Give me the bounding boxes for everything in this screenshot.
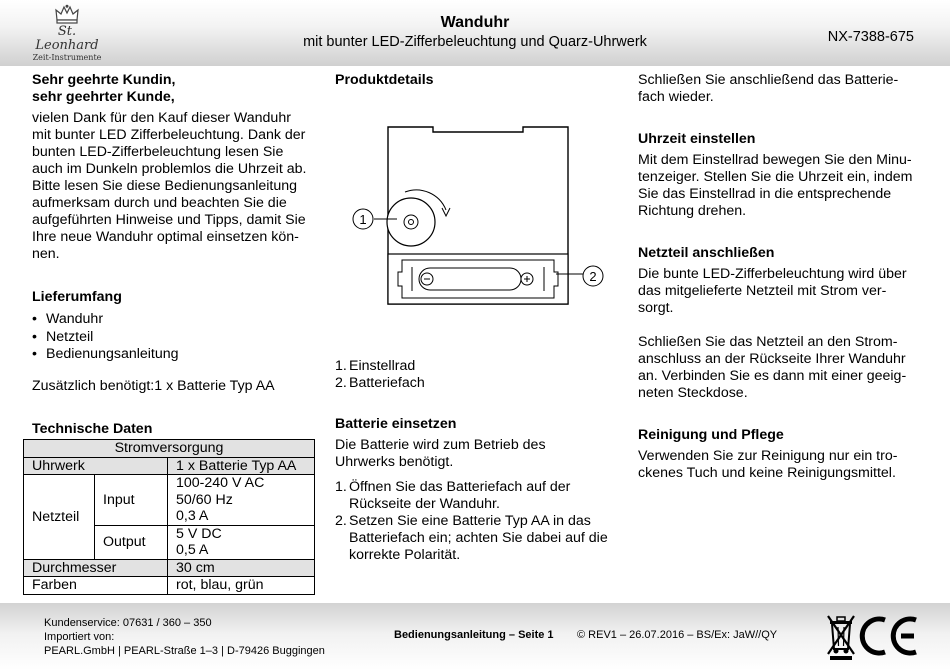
battery-intro-line: Uhrwerks benötigt. bbox=[335, 454, 454, 470]
column-middle-lower bbox=[335, 358, 620, 564]
intro-line: Ihre neue Wanduhr optimal einsetzen kön- bbox=[32, 229, 299, 245]
battery-intro bbox=[335, 437, 620, 471]
ce-mark-icon bbox=[857, 615, 921, 657]
legend-number: 2. bbox=[335, 375, 347, 391]
scope-list bbox=[32, 311, 317, 364]
battery-steps bbox=[335, 479, 620, 564]
close-line: fach wieder. bbox=[638, 89, 714, 105]
time-line: tenzeiger. Stellen Sie die Uhrzeit ein, indem bbox=[638, 169, 913, 185]
table-header: Stromversorgung bbox=[24, 440, 315, 458]
tech-heading: Technische Daten bbox=[32, 420, 153, 437]
care-paragraph bbox=[638, 448, 928, 482]
care-line: Verwenden Sie zur Reinigung nur ein tro- bbox=[638, 448, 898, 464]
imported-by: Importiert von: bbox=[44, 631, 115, 643]
details-heading: Produktdetails bbox=[335, 72, 434, 88]
psu-heading: Netzteil anschließen bbox=[638, 245, 775, 261]
battery-intro-line: Die Batterie wird zum Betrieb des bbox=[335, 437, 546, 453]
intro-paragraph bbox=[32, 110, 317, 263]
wheel-axle bbox=[409, 220, 414, 225]
psu-paragraph-2 bbox=[638, 334, 928, 402]
time-line: Mit dem Einstellrad bewegen Sie den Minu- bbox=[638, 152, 912, 168]
table-cell: rot, blau, grün bbox=[168, 577, 315, 595]
legend-label: Batteriefach bbox=[349, 375, 425, 391]
table-cell: Durchmesser bbox=[24, 559, 168, 577]
table-cell: 1 x Batterie Typ AA bbox=[168, 457, 315, 475]
list-item bbox=[335, 513, 620, 564]
time-heading: Uhrzeit einstellen bbox=[638, 131, 756, 147]
list-item: • Bedienungsanleitung bbox=[32, 346, 317, 364]
intro-line: nen. bbox=[32, 246, 60, 262]
psu-line: das mitgelieferte Netzteil mit Strom ver- bbox=[638, 283, 887, 299]
step-line: Öffnen Sie das Batteriefach auf der bbox=[349, 479, 571, 495]
diagram-legend bbox=[335, 358, 620, 392]
list-item bbox=[335, 479, 620, 513]
input-value: 100-240 V AC bbox=[176, 475, 265, 491]
table-cell bbox=[168, 525, 315, 559]
list-item bbox=[335, 375, 620, 392]
scope-heading: Lieferumfang bbox=[32, 289, 122, 305]
table-cell: Uhrwerk bbox=[24, 457, 168, 475]
table-row bbox=[24, 577, 315, 595]
page-footer bbox=[0, 603, 950, 670]
intro-line: aufgeführten Hinweise und Tipps, damit Sie bbox=[32, 212, 306, 228]
table-row bbox=[24, 457, 315, 475]
step-line: Batteriefach ein; achten Sie dabei auf die bbox=[349, 530, 608, 546]
list-item bbox=[335, 358, 620, 375]
psu-line: anschluss an der Rückseite Ihrer Wanduhr bbox=[638, 351, 906, 367]
greeting-line-1: Sehr geehrte Kundin, bbox=[32, 72, 176, 88]
callout-1-label: 1 bbox=[359, 212, 367, 227]
brand-subline: Zeit-Instrumente bbox=[32, 53, 102, 62]
tech-specs-table bbox=[23, 439, 315, 595]
revision-info: © REV1 – 26.07.2016 – BS/Ex: JaW//QY bbox=[577, 629, 778, 641]
footer-contact bbox=[44, 616, 325, 658]
step-number: 2. bbox=[335, 513, 347, 529]
psu-line: Die bunte LED-Zifferbeleuchtung wird über bbox=[638, 266, 907, 282]
list-item: • Wanduhr bbox=[32, 311, 317, 329]
crossed-bin-icon bbox=[826, 611, 856, 661]
intro-line: mit bunter LED Zifferbeleuchtung. Dank der bbox=[32, 127, 306, 143]
clock-movement-diagram bbox=[345, 122, 610, 312]
battery bbox=[419, 268, 521, 290]
table-cell: Output bbox=[95, 525, 168, 559]
table-row bbox=[24, 440, 315, 458]
table-cell: Farben bbox=[24, 577, 168, 595]
intro-line: aufmerksam durch und beachten Sie die bbox=[32, 195, 287, 211]
intro-line: bunten LED-Zifferbeleuchtung lesen Sie bbox=[32, 144, 284, 160]
step-line: korrekte Polarität. bbox=[349, 547, 461, 563]
column-left bbox=[32, 72, 317, 438]
close-line: Schließen Sie anschließend das Batterie- bbox=[638, 72, 899, 88]
column-middle bbox=[335, 72, 620, 89]
battery-heading: Batterie einsetzen bbox=[335, 416, 457, 432]
brand-name: St. Leonhard bbox=[35, 24, 99, 53]
time-line: Richtung drehen. bbox=[638, 203, 747, 219]
output-value: 5 V DC bbox=[176, 525, 222, 542]
table-cell: Input bbox=[95, 475, 168, 526]
psu-line: sorgt. bbox=[638, 300, 674, 316]
callout-2-label: 2 bbox=[589, 269, 597, 284]
additional-requirement: Zusätzlich benötigt:1 x Batterie Typ AA bbox=[32, 377, 275, 394]
column-right bbox=[638, 72, 928, 482]
list-item: • Netzteil bbox=[32, 329, 317, 347]
care-line: ckenes Tuch und keine Reinigungsmittel. bbox=[638, 465, 896, 481]
step-line: Rückseite der Wanduhr. bbox=[349, 496, 500, 512]
psu-line: an. Verbinden Sie es dann mit einer geeig- bbox=[638, 368, 907, 384]
input-value: 50/60 Hz bbox=[176, 491, 233, 508]
output-value: 0,5 A bbox=[176, 542, 209, 558]
table-cell bbox=[168, 475, 315, 526]
table-cell: Netzteil bbox=[24, 475, 95, 560]
legend-label: Einstellrad bbox=[349, 358, 416, 374]
intro-line: auch im Dunkeln problemlos die Uhrzeit ab. bbox=[32, 161, 307, 177]
table-row bbox=[24, 559, 315, 577]
intro-line: vielen Dank für den Kauf dieser Wanduhr bbox=[32, 110, 291, 126]
table-cell: 30 cm bbox=[168, 559, 315, 577]
page-header bbox=[0, 0, 950, 66]
time-line: Sie das Einstellrad in die entsprechende bbox=[638, 186, 892, 202]
customer-service: Kundenservice: 07631 / 360 – 350 bbox=[44, 617, 212, 629]
page-title: Wanduhr bbox=[440, 14, 510, 31]
table-row bbox=[24, 475, 315, 526]
input-value: 0,3 A bbox=[176, 508, 209, 524]
psu-paragraph-1 bbox=[638, 266, 928, 317]
legend-number: 1. bbox=[335, 358, 347, 374]
care-heading: Reinigung und Pflege bbox=[638, 427, 784, 443]
article-number: NX-7388-675 bbox=[827, 29, 914, 45]
psu-line: neten Steckdose. bbox=[638, 385, 748, 401]
time-paragraph bbox=[638, 152, 928, 220]
greeting-line-2: sehr geehrter Kunde, bbox=[32, 89, 175, 105]
page-subtitle: mit bunter LED-Zifferbeleuchtung und Quarz-Uhrwerk bbox=[303, 34, 647, 50]
psu-line: Schließen Sie das Netzteil an den Strom- bbox=[638, 334, 898, 350]
step-line: Setzen Sie eine Batterie Typ AA in das bbox=[349, 513, 591, 529]
intro-line: Bitte lesen Sie diese Bedienungsanleitung bbox=[32, 178, 298, 194]
page-indicator: Bedienungsanleitung – Seite 1 bbox=[394, 629, 554, 641]
importer-address: PEARL.GmbH | PEARL-Straße 1–3 | D-79426 Buggingen bbox=[44, 645, 325, 657]
step-number: 1. bbox=[335, 479, 347, 495]
